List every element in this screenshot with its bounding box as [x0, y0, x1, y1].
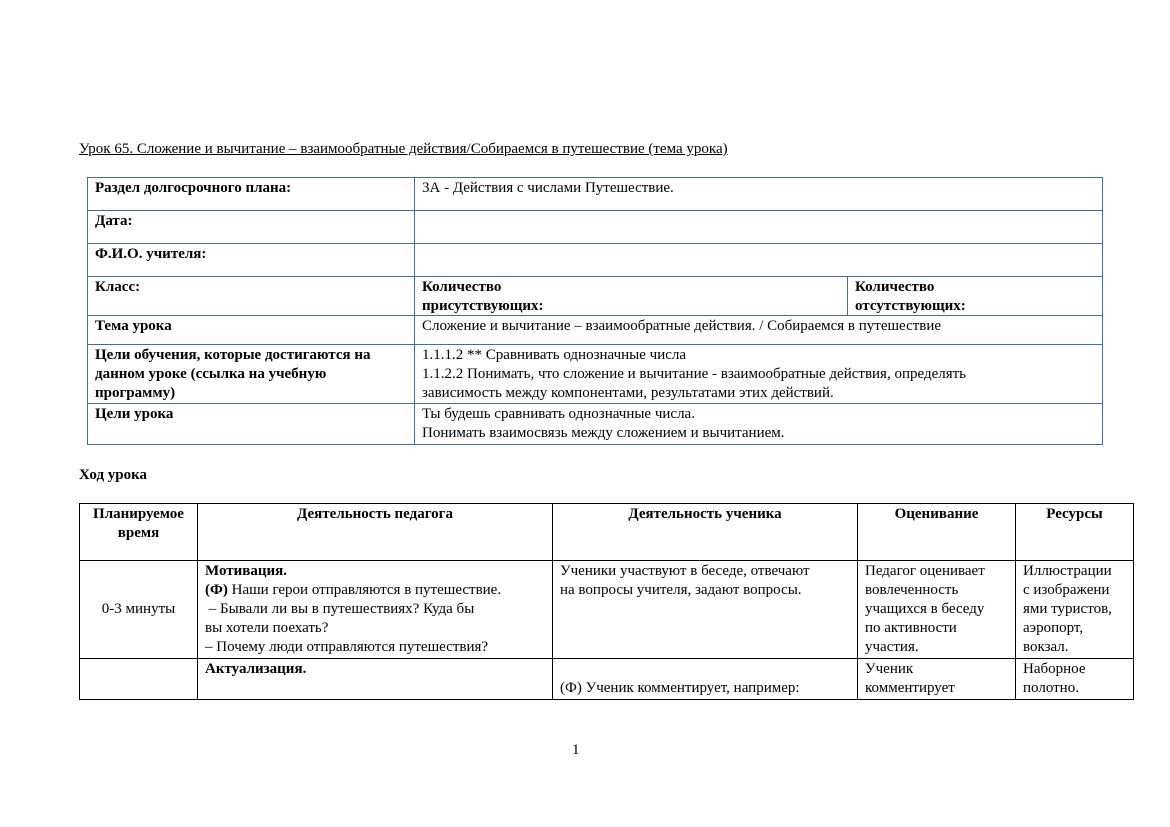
- row1-time: 0-3 минуты: [80, 561, 198, 659]
- topic-label: Тема урока: [87, 315, 415, 345]
- goals-label-line1: Цели обучения, которые достигаются на: [95, 347, 371, 363]
- date-value: [414, 210, 1103, 244]
- row2-assess-line1: Ученик: [865, 661, 914, 677]
- row1-student: [553, 561, 858, 659]
- row1-assessment: [858, 561, 1016, 659]
- row1-teacher: [198, 561, 553, 659]
- absent-label-line2: отсутствующих:: [855, 298, 966, 314]
- goals-label-line2: данном уроке (ссылка на учебную: [95, 366, 327, 382]
- learning-goals-label: [87, 344, 415, 404]
- table-row: [80, 659, 1134, 700]
- teacher-label: Ф.И.О. учителя:: [87, 243, 415, 277]
- header-time: [80, 504, 198, 561]
- goals-value-line3: зависимость между компонентами, результатами этих действий.: [422, 385, 834, 401]
- row2-time: [80, 659, 198, 700]
- header-teacher: Деятельность педагога: [198, 504, 553, 561]
- row2-student: (Ф) Ученик комментирует, например:: [553, 659, 858, 700]
- row2-teacher-title: Актуализация.: [205, 661, 307, 677]
- present-label-line1: Количество: [422, 279, 502, 295]
- row1-assess-line2: вовлеченность: [865, 582, 959, 598]
- absent-label-line1: Количество: [855, 279, 935, 295]
- lesson-goals-line1: Ты будешь сравнивать однозначные числа.: [422, 406, 695, 422]
- row1-assess-line4: по активности: [865, 620, 957, 636]
- header-time-line2: время: [117, 525, 160, 541]
- row1-res-line4: аэропорт,: [1023, 620, 1084, 636]
- goals-value-line1: 1.1.1.2 ** Сравнивать однозначные числа: [422, 347, 687, 363]
- goals-value-line2: 1.1.2.2 Понимать, что сложение и вычитание - взаимообратные действия, определять: [422, 366, 967, 382]
- section-label: Раздел долгосрочного плана:: [87, 177, 415, 211]
- row1-res-line1: Иллюстрации: [1023, 563, 1112, 579]
- row1-resources: [1016, 561, 1134, 659]
- lesson-title: Урок 65. Сложение и вычитание – взаимообратные действия/Собираемся в путешествие (тема урока): [79, 141, 728, 157]
- class-label: Класс:: [87, 276, 415, 316]
- row1-teacher-line3: вы хотели поехать?: [205, 620, 329, 636]
- row1-assess-line5: участия.: [865, 639, 919, 655]
- table-row: [80, 561, 1134, 659]
- row1-teacher-line2: – Бывали ли вы в путешествиях? Куда бы: [205, 601, 475, 617]
- header-student: Деятельность ученика: [553, 504, 858, 561]
- row1-res-line3: ями туристов,: [1023, 601, 1112, 617]
- row2-assess-line2: комментирует: [865, 680, 955, 696]
- progress-section-title: Ход урока: [79, 467, 148, 483]
- lesson-progress-table: [79, 503, 1134, 700]
- row1-res-line5: вокзал.: [1023, 639, 1069, 655]
- learning-goals-value: [414, 344, 1103, 404]
- row2-assessment: [858, 659, 1016, 700]
- table-header-row: [80, 504, 1134, 561]
- section-value: 3А - Действия с числами Путешествие.: [414, 177, 1103, 211]
- row2-res-line1: Наборное: [1023, 661, 1086, 677]
- row1-student-line2: на вопросы учителя, задают вопросы.: [560, 582, 802, 598]
- lesson-goals-label: Цели урока: [87, 403, 415, 445]
- header-time-line1: Планируемое: [93, 506, 184, 522]
- row1-teacher-line1-text: Наши герои отправляются в путешествие.: [227, 582, 502, 598]
- header-resources: Ресурсы: [1016, 504, 1134, 561]
- goals-label-line3: программу): [95, 385, 176, 401]
- row2-resources: [1016, 659, 1134, 700]
- date-label: Дата:: [87, 210, 415, 244]
- row1-teacher-line4: – Почему люди отправляются путешествия?: [205, 639, 489, 655]
- page-number: 1: [572, 742, 580, 758]
- row1-assess-line3: учащихся в беседу: [865, 601, 985, 617]
- row2-res-line2: полотно.: [1023, 680, 1079, 696]
- row1-teacher-line1: [205, 581, 545, 600]
- row1-res-line2: с изображени: [1023, 582, 1110, 598]
- topic-value: Сложение и вычитание – взаимообратные действия. / Собираемся в путешествие: [414, 315, 1103, 345]
- header-assessment: Оценивание: [858, 504, 1016, 561]
- row1-student-line1: Ученики участвуют в беседе, отвечают: [560, 563, 810, 579]
- lesson-goals-value: [414, 403, 1103, 445]
- present-count-cell: [414, 276, 848, 316]
- row1-teacher-f: (Ф): [205, 582, 228, 598]
- row1-assess-line1: Педагог оценивает: [865, 563, 985, 579]
- absent-count-cell: [847, 276, 1103, 316]
- teacher-value: [414, 243, 1103, 277]
- lesson-goals-line2: Понимать взаимосвязь между сложением и вычитанием.: [422, 425, 785, 441]
- present-label-line2: присутствующих:: [422, 298, 544, 314]
- row1-teacher-title: Мотивация.: [205, 563, 288, 579]
- row2-teacher: [198, 659, 553, 700]
